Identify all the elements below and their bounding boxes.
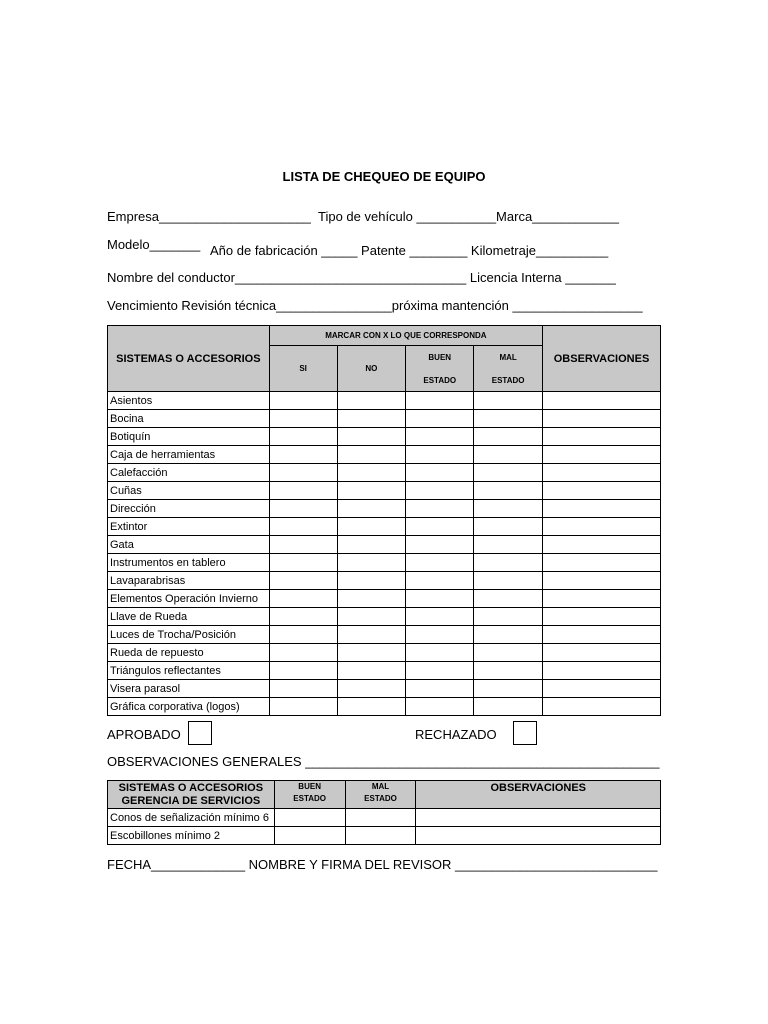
observations-cell[interactable] — [543, 626, 661, 644]
mal-estado-cell[interactable] — [474, 662, 543, 680]
no-cell[interactable] — [337, 536, 406, 554]
item-label: Conos de señalización mínimo 6 — [108, 809, 275, 827]
observations-cell[interactable] — [543, 608, 661, 626]
buen-estado-cell[interactable] — [406, 392, 474, 410]
si-cell[interactable] — [269, 662, 337, 680]
mal-estado-cell[interactable] — [474, 392, 543, 410]
services-header-buen-line2: ESTADO — [293, 794, 327, 803]
mal-estado-cell[interactable] — [474, 536, 543, 554]
si-cell[interactable] — [269, 446, 337, 464]
checklist-row — [108, 536, 661, 554]
item-label: Elementos Operación Invierno — [108, 590, 270, 608]
si-cell[interactable] — [269, 608, 337, 626]
item-label: Rueda de repuesto — [108, 644, 270, 662]
mal-estado-cell[interactable] — [474, 572, 543, 590]
header-si: SI — [269, 346, 337, 392]
mal-estado-cell[interactable] — [474, 500, 543, 518]
header-no: NO — [337, 346, 406, 392]
fabricacion-patente-kilometraje-field[interactable]: Año de fabricación _____ Patente ________ Kilometraje__________ — [210, 243, 609, 258]
checklist-row — [108, 644, 661, 662]
si-cell[interactable] — [269, 626, 337, 644]
buen-estado-cell[interactable] — [406, 482, 474, 500]
observations-cell[interactable] — [543, 644, 661, 662]
checklist-row — [108, 698, 661, 716]
buen-estado-cell[interactable] — [274, 809, 345, 827]
checklist-row — [108, 554, 661, 572]
header-systems: SISTEMAS O ACCESORIOS — [108, 326, 270, 392]
si-cell[interactable] — [269, 428, 337, 446]
no-cell[interactable] — [337, 554, 406, 572]
services-header-buen — [274, 781, 345, 809]
no-cell[interactable] — [337, 608, 406, 626]
no-cell[interactable] — [337, 410, 406, 428]
observations-cell[interactable] — [543, 518, 661, 536]
item-label: Extintor — [108, 518, 270, 536]
mal-estado-cell[interactable] — [474, 410, 543, 428]
mal-estado-cell[interactable] — [474, 554, 543, 572]
item-label: Asientos — [108, 392, 270, 410]
header-mal-estado — [474, 346, 543, 392]
item-label: Triángulos reflectantes — [108, 662, 270, 680]
services-row — [108, 809, 661, 827]
buen-estado-cell[interactable] — [406, 680, 474, 698]
no-cell[interactable] — [337, 482, 406, 500]
buen-estado-cell[interactable] — [406, 698, 474, 716]
mal-estado-cell[interactable] — [345, 827, 416, 845]
header-buen-line2: ESTADO — [423, 375, 457, 385]
no-cell[interactable] — [337, 428, 406, 446]
no-cell[interactable] — [337, 680, 406, 698]
si-cell[interactable] — [269, 518, 337, 536]
mal-estado-cell[interactable] — [474, 446, 543, 464]
buen-estado-cell[interactable] — [406, 644, 474, 662]
item-label: Gráfica corporativa (logos) — [108, 698, 270, 716]
mal-estado-cell[interactable] — [474, 626, 543, 644]
si-cell[interactable] — [269, 482, 337, 500]
observations-cell[interactable] — [543, 464, 661, 482]
si-cell[interactable] — [269, 410, 337, 428]
no-cell[interactable] — [337, 590, 406, 608]
checklist-row — [108, 662, 661, 680]
buen-estado-cell[interactable] — [406, 410, 474, 428]
services-header-mal — [345, 781, 416, 809]
mal-estado-cell[interactable] — [474, 518, 543, 536]
buen-estado-cell[interactable] — [406, 464, 474, 482]
mal-estado-cell[interactable] — [474, 698, 543, 716]
services-header-mal-line1: MAL — [371, 782, 390, 791]
buen-estado-cell[interactable] — [406, 626, 474, 644]
observations-cell[interactable] — [543, 392, 661, 410]
item-label: Llave de Rueda — [108, 608, 270, 626]
item-label: Caja de herramientas — [108, 446, 270, 464]
mal-estado-cell[interactable] — [474, 428, 543, 446]
observations-cell[interactable] — [543, 482, 661, 500]
checklist-row — [108, 518, 661, 536]
si-cell[interactable] — [269, 644, 337, 662]
services-header-line1: SISTEMAS O ACCESORIOS — [118, 781, 264, 794]
checklist-row — [108, 500, 661, 518]
mal-estado-cell[interactable] — [345, 809, 416, 827]
item-label: Botiquín — [108, 428, 270, 446]
tipo-vehiculo-marca-field[interactable]: Tipo de vehículo ___________Marca____________ — [318, 209, 619, 224]
item-label: Calefacción — [108, 464, 270, 482]
approved-label: APROBADO — [107, 727, 181, 742]
no-cell[interactable] — [337, 644, 406, 662]
observations-cell[interactable] — [416, 809, 661, 827]
no-cell[interactable] — [337, 626, 406, 644]
mal-estado-cell[interactable] — [474, 590, 543, 608]
header-mark-instructions: MARCAR CON X LO QUE CORRESPONDA — [269, 326, 542, 346]
si-cell[interactable] — [269, 500, 337, 518]
checklist-row — [108, 410, 661, 428]
observations-cell[interactable] — [543, 536, 661, 554]
mal-estado-cell[interactable] — [474, 608, 543, 626]
no-cell[interactable] — [337, 698, 406, 716]
no-cell[interactable] — [337, 446, 406, 464]
observations-cell[interactable] — [543, 554, 661, 572]
item-label: Gata — [108, 536, 270, 554]
modelo-field[interactable]: Modelo_______ — [107, 237, 201, 252]
si-cell[interactable] — [269, 536, 337, 554]
observations-cell[interactable] — [543, 410, 661, 428]
no-cell[interactable] — [337, 572, 406, 590]
buen-estado-cell[interactable] — [406, 536, 474, 554]
checklist-row — [108, 428, 661, 446]
mal-estado-cell[interactable] — [474, 464, 543, 482]
services-row — [108, 827, 661, 845]
document-title: LISTA DE CHEQUEO DE EQUIPO — [282, 169, 486, 184]
checklist-row — [108, 608, 661, 626]
observations-cell[interactable] — [543, 680, 661, 698]
si-cell[interactable] — [269, 572, 337, 590]
mal-estado-cell[interactable] — [474, 680, 543, 698]
item-label: Lavaparabrisas — [108, 572, 270, 590]
si-cell[interactable] — [269, 680, 337, 698]
item-label: Visera parasol — [108, 680, 270, 698]
observations-cell[interactable] — [543, 500, 661, 518]
approved-checkbox[interactable] — [188, 721, 212, 745]
checklist-row — [108, 680, 661, 698]
date-signature-field[interactable]: FECHA_____________ NOMBRE Y FIRMA DEL REVISOR ____________________________ — [107, 857, 658, 872]
observations-cell[interactable] — [416, 827, 661, 845]
buen-estado-cell[interactable] — [406, 518, 474, 536]
no-cell[interactable] — [337, 500, 406, 518]
services-table — [107, 780, 661, 845]
si-cell[interactable] — [269, 554, 337, 572]
header-buen-line1: BUEN — [428, 352, 452, 362]
item-label: Luces de Trocha/Posición — [108, 626, 270, 644]
checklist-row — [108, 626, 661, 644]
observations-cell[interactable] — [543, 446, 661, 464]
item-label: Instrumentos en tablero — [108, 554, 270, 572]
header-mal-line2: ESTADO — [491, 375, 525, 385]
services-header-systems — [108, 781, 275, 809]
checklist-row — [108, 590, 661, 608]
buen-estado-cell[interactable] — [406, 608, 474, 626]
buen-estado-cell[interactable] — [406, 554, 474, 572]
si-cell[interactable] — [269, 464, 337, 482]
checklist-row — [108, 482, 661, 500]
services-header-buen-line1: BUEN — [298, 782, 321, 791]
header-observations: OBSERVACIONES — [543, 326, 661, 392]
si-cell[interactable] — [269, 698, 337, 716]
general-observations-field[interactable]: OBSERVACIONES GENERALES _________________________________________________ — [107, 754, 660, 769]
observations-cell[interactable] — [543, 428, 661, 446]
buen-estado-cell[interactable] — [406, 428, 474, 446]
observations-cell[interactable] — [543, 662, 661, 680]
empresa-field[interactable]: Empresa_____________________ — [107, 209, 311, 224]
checklist-row — [108, 572, 661, 590]
revision-mantencion-field[interactable]: Vencimiento Revisión técnica________________próxima mantención __________________ — [107, 298, 643, 313]
buen-estado-cell[interactable] — [406, 500, 474, 518]
si-cell[interactable] — [269, 590, 337, 608]
item-label: Cuñas — [108, 482, 270, 500]
services-header-mal-line2: ESTADO — [364, 794, 397, 803]
observations-cell[interactable] — [543, 698, 661, 716]
no-cell[interactable] — [337, 392, 406, 410]
observations-cell[interactable] — [543, 590, 661, 608]
buen-estado-cell[interactable] — [406, 662, 474, 680]
no-cell[interactable] — [337, 518, 406, 536]
buen-estado-cell[interactable] — [406, 590, 474, 608]
checklist-table — [107, 325, 661, 716]
header-mal-line1: MAL — [499, 352, 517, 362]
no-cell[interactable] — [337, 464, 406, 482]
rejected-checkbox[interactable] — [513, 721, 537, 745]
buen-estado-cell[interactable] — [406, 446, 474, 464]
si-cell[interactable] — [269, 392, 337, 410]
no-cell[interactable] — [337, 662, 406, 680]
item-label: Dirección — [108, 500, 270, 518]
checklist-row — [108, 464, 661, 482]
observations-cell[interactable] — [543, 572, 661, 590]
checklist-row — [108, 446, 661, 464]
buen-estado-cell[interactable] — [274, 827, 345, 845]
services-header-observations: OBSERVACIONES — [416, 781, 661, 809]
item-label: Escobillones mínimo 2 — [108, 827, 275, 845]
mal-estado-cell[interactable] — [474, 644, 543, 662]
conductor-licencia-field[interactable]: Nombre del conductor________________________________ Licencia Interna _______ — [107, 270, 616, 285]
header-buen-estado — [406, 346, 474, 392]
rejected-label: RECHAZADO — [415, 727, 497, 742]
mal-estado-cell[interactable] — [474, 482, 543, 500]
buen-estado-cell[interactable] — [406, 572, 474, 590]
services-header-line2: GERENCIA DE SERVICIOS — [121, 794, 261, 807]
item-label: Bocina — [108, 410, 270, 428]
checklist-row — [108, 392, 661, 410]
